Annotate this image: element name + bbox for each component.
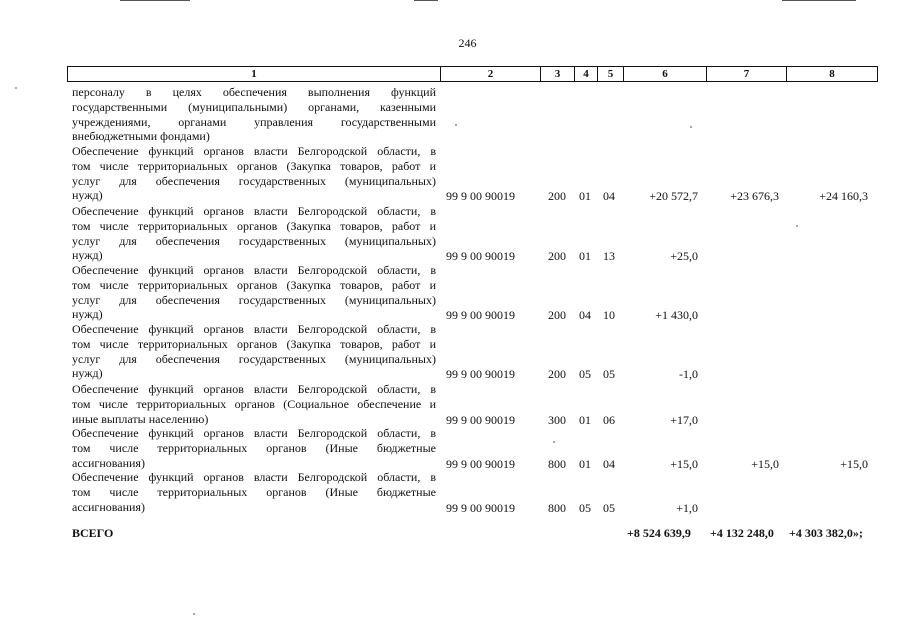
description-line: нужд) [72,307,103,322]
row-col5: 06 [603,412,615,427]
row-col4: 04 [579,308,591,323]
page-number: 246 [458,36,477,50]
row-col6: +17,0 [670,412,698,427]
description-line: Обеспечение функций органов власти Белгородской области, в [72,382,436,396]
row-description [72,322,436,381]
row-col3: 300 [548,412,566,427]
row-col5: 13 [603,249,615,264]
header-cell-3: 3 [541,67,575,81]
row-description [72,144,436,203]
description-line: том числе территориальных органов (Социальное обеспечение и [72,396,436,411]
row-description [72,204,436,263]
row-col8: +15,0 [840,456,868,471]
description-line: нужд) [72,366,103,381]
description-line: Обеспечение функций органов власти Белгородской области, в [72,426,436,440]
scan-speck [553,441,555,443]
header-cell-1: 1 [68,67,441,81]
description-line: том числе территориальных органов (Иные бюджетные [72,440,436,455]
description-line: Обеспечение функций органов власти Белгородской области, в [72,263,436,277]
row-col8: +24 160,3 [819,189,868,204]
row-col6: +20 572,7 [649,189,698,204]
description-line: том числе территориальных органов (Закупка товаров, работ и [72,218,436,233]
row-description [72,426,436,470]
row-col6: +1 430,0 [655,308,698,323]
row-budget-code: 99 9 00 90019 [446,456,515,471]
row-col6: +25,0 [670,249,698,264]
row-col4: 01 [579,456,591,471]
row-col6: +1,0 [676,500,698,515]
description-line: Обеспечение функций органов власти Белгородской области, в [72,470,436,484]
description-line: услуг для обеспечения государственных (муниципальных) [72,173,436,188]
row-budget-code: 99 9 00 90019 [446,308,515,323]
description-line: ассигнования) [72,455,145,470]
scan-artifact [414,0,438,1]
row-budget-code: 99 9 00 90019 [446,189,515,204]
row-col4: 01 [579,249,591,264]
description-line: нужд) [72,188,103,203]
description-line: том числе территориальных органов (Закупка товаров, работ и [72,336,436,351]
row-col4: 01 [579,189,591,204]
description-line: нужд) [72,248,103,263]
row-col5: 04 [603,189,615,204]
row-col3: 200 [548,189,566,204]
description-line: персоналу в целях обеспечения выполнения функций [72,85,436,99]
row-budget-code: 99 9 00 90019 [446,500,515,515]
scan-speck [796,225,798,227]
row-col5: 05 [603,500,615,515]
description-line: учреждениями, органами управления государственными [72,114,436,129]
row-description [72,85,436,144]
description-line: том числе территориальных органов (Закупка товаров, работ и [72,277,436,292]
description-line: внебюджетными фондами) [72,129,210,144]
description-line: ассигнования) [72,499,145,514]
row-description [72,470,436,514]
row-col3: 800 [548,456,566,471]
description-line: Обеспечение функций органов власти Белгородской области, в [72,322,436,336]
row-col3: 200 [548,367,566,382]
scan-artifact [782,0,856,1]
row-col5: 05 [603,367,615,382]
row-budget-code: 99 9 00 90019 [446,367,515,382]
row-col4: 05 [579,500,591,515]
scan-speck [15,87,17,89]
total-col6: +8 524 639,9 [627,526,691,540]
row-description [72,382,436,426]
description-line: услуг для обеспечения государственных (муниципальных) [72,233,436,248]
description-line: иные выплаты населению) [72,411,209,426]
row-col5: 10 [603,308,615,323]
header-cell-6: 6 [624,67,707,81]
scan-speck [690,126,692,128]
description-line: том числе территориальных органов (Иные бюджетные [72,484,436,499]
description-line: услуг для обеспечения государственных (муниципальных) [72,292,436,307]
description-line: Обеспечение функций органов власти Белгородской области, в [72,144,436,158]
total-col7: +4 132 248,0 [710,526,774,540]
description-line: государственными (муниципальными) органами, казенными [72,99,436,114]
row-col3: 200 [548,308,566,323]
row-description [72,263,436,322]
row-col4: 01 [579,412,591,427]
row-col6: -1,0 [679,367,698,382]
scan-speck [455,124,457,126]
row-col5: 04 [603,456,615,471]
header-cell-5: 5 [598,67,624,81]
row-col3: 200 [548,249,566,264]
total-col8: +4 303 382,0»; [789,526,863,540]
scan-speck [193,613,195,615]
header-cell-7: 7 [707,67,787,81]
description-line: Обеспечение функций органов власти Белгородской области, в [72,204,436,218]
description-line: услуг для обеспечения государственных (муниципальных) [72,351,436,366]
total-label: ВСЕГО [72,526,114,540]
table-header-row [67,66,878,82]
row-col7: +15,0 [751,456,779,471]
scan-artifact [120,0,190,1]
row-col4: 05 [579,367,591,382]
row-budget-code: 99 9 00 90019 [446,249,515,264]
row-col6: +15,0 [670,456,698,471]
header-cell-8: 8 [829,68,835,80]
header-cell-2: 2 [441,67,541,81]
row-col7: +23 676,3 [730,189,779,204]
header-cell-4: 4 [575,67,598,81]
row-col3: 800 [548,500,566,515]
row-budget-code: 99 9 00 90019 [446,412,515,427]
description-line: том числе территориальных органов (Закупка товаров, работ и [72,158,436,173]
